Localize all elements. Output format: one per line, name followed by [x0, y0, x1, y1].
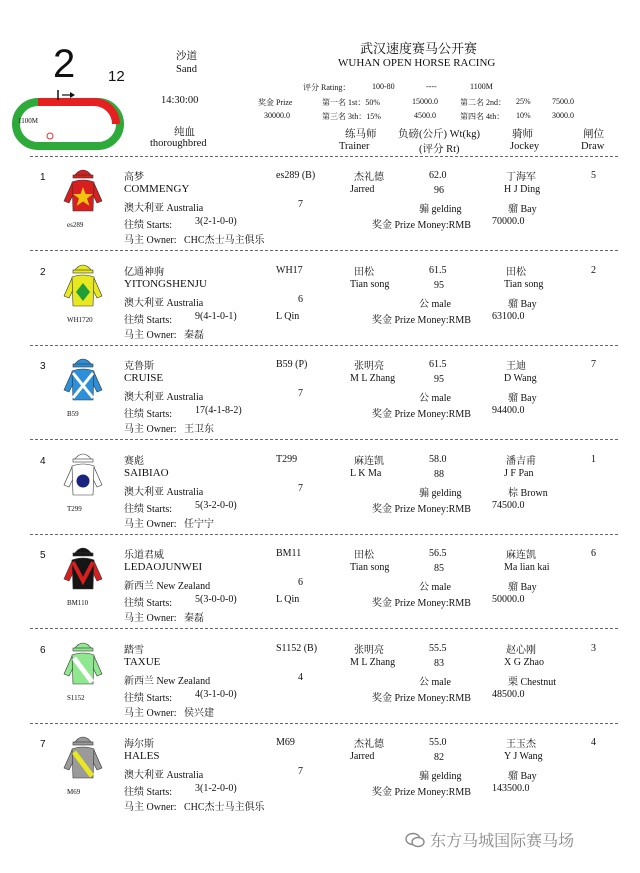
starts-label: 往绩 Starts: [124, 692, 173, 704]
owner-label: 马主 Owner: [124, 613, 177, 624]
horse-color: 骝 Bay [508, 204, 537, 215]
draw: 7 [591, 359, 596, 370]
chat-bubble-icon [405, 832, 425, 848]
horse-name-cn: 亿通神驹 [124, 266, 164, 278]
trainer-cn: 张明亮 [354, 361, 384, 372]
horse-origin: 澳大利亚 Australia [124, 297, 204, 309]
runner-count: 12 [108, 68, 125, 85]
horse-name-cn: 克鲁斯 [124, 361, 154, 372]
draw: 2 [591, 264, 596, 276]
rating-dash: ---- [426, 82, 437, 91]
owner-label: 马主 Owner: [124, 518, 177, 530]
horse-sex: 骟 gelding [419, 487, 462, 499]
col-jockey-cn: 骑师 [512, 129, 533, 140]
jockey-silk-icon [62, 260, 104, 312]
starts-value: 5(3-2-0-0) [195, 499, 237, 511]
jockey-silk-icon [62, 354, 104, 406]
track-distance-label: 1100M [18, 117, 38, 125]
breed-cn: 纯血 [174, 127, 195, 138]
rating: 96 [434, 185, 444, 196]
draw: 5 [591, 170, 596, 181]
entry-divider [30, 439, 618, 440]
entry-divider [30, 345, 618, 346]
entry-row [0, 635, 640, 730]
entry-number: 1 [40, 172, 46, 183]
rating: 95 [434, 279, 444, 291]
jockey-silk-icon [62, 543, 104, 595]
silk-code: B59 [67, 410, 79, 418]
horse-sex: 公 male [419, 676, 451, 688]
entry-row [0, 257, 640, 352]
jockey-silk-icon [62, 165, 104, 217]
jockey-cn: 田松 [506, 266, 526, 278]
jockey-cn: 王迪 [506, 361, 526, 372]
trainer-en: M L Zhang [350, 373, 396, 384]
prize-4th-pct: 10% [516, 111, 531, 120]
horse-color: 棕 Brown [508, 487, 548, 499]
horse-name-cn: 高梦 [124, 172, 144, 183]
horse-color: 骝 Bay [508, 771, 537, 782]
prize-2nd-pct: 25% [516, 97, 531, 106]
entry-number: 4 [40, 455, 46, 467]
rating: 88 [434, 468, 444, 480]
horse-name-cn: 踏雪 [124, 644, 144, 656]
col-weight-cn: 负磅(公斤) Wt(kg) [398, 129, 480, 140]
owner-en: L Qin [276, 594, 300, 605]
silk-code: T299 [67, 504, 82, 513]
col-weight-en: (评分 Rt) [419, 144, 460, 155]
draw: 4 [591, 737, 596, 748]
draw: 1 [591, 453, 596, 465]
weight: 61.5 [429, 359, 447, 370]
trainer-en: L K Ma [350, 467, 382, 479]
prize-label: 奖金 Prize Money:RMB [372, 409, 471, 420]
horse-color: 骝 Bay [508, 582, 537, 593]
weight: 55.0 [429, 737, 447, 748]
silk-code: M69 [67, 788, 81, 796]
trainer-en: Tian song [350, 278, 390, 290]
col-trainer-cn: 练马师 [345, 129, 377, 140]
weight: 61.5 [429, 264, 447, 276]
owner-label: 马主 Owner: [124, 707, 177, 719]
watermark [405, 828, 574, 851]
prize-4th-label: 第四名 4th： [460, 112, 505, 121]
horse-sex: 公 male [419, 582, 451, 593]
horse-name-en: CRUISE [124, 372, 164, 384]
horse-color: 骝 Bay [508, 393, 537, 404]
owner-value: 侯兴建 [184, 707, 214, 719]
horse-age: 6 [298, 577, 303, 588]
prize-label: 奖金 Prize Money:RMB [372, 598, 471, 609]
starts-value: 17(4-1-8-2) [195, 405, 242, 416]
prize-2nd-value: 7500.0 [552, 97, 574, 106]
prize-4th-value: 3000.0 [552, 111, 574, 120]
horse-age: 7 [298, 482, 303, 494]
horse-name-cn: 海尔斯 [124, 739, 154, 750]
rating: 82 [434, 752, 444, 763]
silk-code: WH1720 [67, 315, 93, 324]
starts-value: 4(3-1-0-0) [195, 688, 237, 700]
horse-color: 栗 Chestnut [508, 676, 557, 688]
owner-label: 马主 Owner: [124, 235, 177, 246]
prize-label: 奖金 Prize Money:RMB [372, 692, 471, 704]
prize-value: 94400.0 [492, 405, 525, 416]
col-draw-cn: 闸位 [583, 129, 604, 140]
horse-code: B59 (P) [276, 359, 308, 370]
jockey-cn: 丁海军 [506, 172, 536, 183]
distance: 1100M [470, 82, 493, 91]
horse-code: WH17 [276, 264, 303, 276]
weight: 62.0 [429, 170, 447, 181]
horse-origin: 新西兰 New Zealand [124, 581, 211, 592]
rating: 83 [434, 657, 444, 669]
entry-number: 3 [40, 361, 46, 372]
trainer-cn: 杰礼德 [354, 739, 384, 750]
header-divider [30, 156, 618, 157]
horse-sex: 公 male [419, 393, 451, 404]
trainer-cn: 张明亮 [354, 644, 384, 656]
starts-label: 往绩 Starts: [124, 787, 173, 798]
horse-age: 7 [298, 766, 303, 777]
horse-name-cn: 赛彪 [124, 455, 144, 467]
rating-label: 评分 Rating： [303, 83, 351, 92]
trainer-en: M L Zhang [350, 656, 396, 668]
entry-row [0, 446, 640, 541]
starts-label: 往绩 Starts: [124, 598, 173, 609]
owner-label: 马主 Owner: [124, 329, 177, 341]
horse-sex: 公 male [419, 298, 451, 310]
horse-origin: 澳大利亚 Australia [124, 392, 204, 403]
prize-1st-value: 15000.0 [412, 97, 438, 106]
jockey-cn: 潘吉甫 [506, 455, 536, 467]
jockey-cn: 麻连凯 [506, 550, 536, 561]
weight: 55.5 [429, 642, 447, 654]
prize-label: 奖金 Prize Money:RMB [372, 220, 471, 231]
jockey-en: Ma lian kai [504, 562, 550, 573]
prize-value: 48500.0 [492, 688, 525, 700]
title-cn: 武汉速度赛马公开赛 [360, 41, 478, 56]
jockey-cn: 王玉杰 [506, 739, 536, 750]
watermark-text: 东方马城国际赛马场 [430, 831, 575, 850]
col-draw-en: Draw [581, 141, 605, 152]
surface-en: Sand [176, 64, 197, 75]
trainer-cn: 田松 [354, 266, 374, 278]
trainer-en: Jarred [350, 751, 375, 762]
weight: 56.5 [429, 548, 447, 559]
owner-label: 马主 Owner: [124, 424, 177, 435]
owner-value: CHC杰士马主俱乐 [184, 802, 265, 813]
starts-label: 往绩 Starts: [124, 409, 173, 420]
entry-number: 7 [40, 739, 46, 750]
entry-number: 5 [40, 550, 46, 561]
prize-3rd-value: 4500.0 [414, 111, 436, 120]
prize-total: 30000.0 [264, 111, 290, 120]
horse-code: es289 (B) [276, 170, 316, 181]
silk-code: es289 [67, 221, 84, 229]
prize-value: 143500.0 [492, 783, 530, 794]
jockey-en: Tian song [504, 278, 544, 290]
surface-cn: 沙道 [176, 51, 197, 62]
silk-code: S1152 [67, 693, 85, 702]
silk-code: BM110 [67, 599, 89, 607]
jockey-silk-icon [62, 638, 104, 690]
owner-value: 王卫东 [184, 424, 214, 435]
entry-row [0, 729, 640, 824]
entry-number: 6 [40, 644, 46, 656]
col-jockey-en: Jockey [510, 141, 540, 152]
starts-value: 5(3-0-0-0) [195, 594, 237, 605]
prize-label: 奖金 Prize Money:RMB [372, 503, 471, 515]
col-trainer-en: Trainer [339, 141, 370, 152]
entry-divider [30, 723, 618, 724]
prize-label: 奖金 Prize [258, 98, 293, 107]
owner-en: L Qin [276, 310, 300, 322]
entry-row [0, 351, 640, 446]
jockey-en: J F Pan [504, 467, 534, 479]
draw: 3 [591, 642, 596, 654]
breed-en: thoroughbred [150, 138, 207, 149]
entry-divider [30, 534, 618, 535]
starts-label: 往绩 Starts: [124, 503, 173, 515]
prize-2nd-label: 第二名 2nd： [460, 98, 506, 107]
horse-age: 7 [298, 199, 303, 210]
horse-code: S1152 (B) [276, 642, 318, 654]
horse-origin: 澳大利亚 Australia [124, 486, 204, 498]
race-number: 2 [53, 42, 76, 86]
horse-origin: 新西兰 New Zealand [124, 675, 211, 687]
horse-origin: 澳大利亚 Australia [124, 770, 204, 781]
jockey-en: D Wang [504, 373, 537, 384]
horse-name-en: YITONGSHENJU [124, 277, 207, 290]
rating: 85 [434, 563, 444, 574]
owner-label: 马主 Owner: [124, 802, 177, 813]
jockey-cn: 赵心刚 [506, 644, 536, 656]
horse-sex: 骟 gelding [419, 204, 462, 215]
trainer-en: Jarred [350, 184, 375, 195]
horse-name-en: HALES [124, 750, 160, 762]
horse-sex: 骟 gelding [419, 771, 462, 782]
owner-value: CHC杰士马主俱乐 [184, 235, 265, 246]
trainer-cn: 杰礼德 [354, 172, 384, 183]
rating-value: 100-80 [372, 82, 395, 91]
owner-value: 秦磊 [184, 329, 204, 341]
prize-label: 奖金 Prize Money:RMB [372, 787, 471, 798]
entry-divider [30, 628, 618, 629]
direction-arrow-icon [70, 92, 75, 98]
prize-value: 74500.0 [492, 499, 525, 511]
jockey-silk-icon [62, 449, 104, 501]
prize-label: 奖金 Prize Money:RMB [372, 314, 471, 326]
trainer-cn: 麻连凯 [354, 455, 384, 467]
horse-age: 4 [298, 671, 303, 683]
horse-color: 骝 Bay [508, 298, 537, 310]
starts-value: 3(2-1-0-0) [195, 216, 237, 227]
horse-name-en: SAIBIAO [124, 466, 169, 479]
horse-name-en: LEDAOJUNWEI [124, 561, 203, 573]
owner-value: 秦磊 [184, 613, 204, 624]
starts-value: 9(4-1-0-1) [195, 310, 237, 322]
race-time: 14:30:00 [161, 95, 199, 106]
owner-value: 任宁宁 [184, 518, 214, 530]
prize-3rd-label: 第三名 3th：15% [322, 112, 381, 121]
horse-code: T299 [276, 453, 298, 465]
title-en: WUHAN OPEN HORSE RACING [338, 57, 496, 69]
entry-row [0, 540, 640, 635]
weight: 58.0 [429, 453, 447, 465]
jockey-en: X G Zhao [504, 656, 544, 668]
trainer-cn: 田松 [354, 550, 374, 561]
horse-code: BM11 [276, 548, 302, 559]
prize-value: 50000.0 [492, 594, 525, 605]
draw: 6 [591, 548, 596, 559]
horse-name-en: TAXUE [124, 655, 161, 668]
prize-1st-label: 第一名 1st：50% [322, 98, 380, 107]
horse-code: M69 [276, 737, 295, 748]
prize-value: 63100.0 [492, 310, 525, 322]
horse-name-en: COMMENGY [124, 183, 190, 195]
entry-row [0, 162, 640, 257]
horse-age: 7 [298, 388, 303, 399]
prize-value: 70000.0 [492, 216, 525, 227]
jockey-en: H J Ding [504, 184, 541, 195]
starts-label: 往绩 Starts: [124, 220, 173, 231]
starts-label: 往绩 Starts: [124, 314, 173, 326]
trainer-en: Tian song [350, 562, 390, 573]
starts-value: 3(1-2-0-0) [195, 783, 237, 794]
horse-name-cn: 乐道君威 [124, 550, 164, 561]
horse-age: 6 [298, 293, 303, 305]
entry-divider [30, 250, 618, 251]
horse-origin: 澳大利亚 Australia [124, 203, 204, 214]
entry-number: 2 [40, 266, 46, 278]
rating: 95 [434, 374, 444, 385]
jockey-silk-icon [62, 732, 104, 784]
jockey-en: Y J Wang [504, 751, 543, 762]
